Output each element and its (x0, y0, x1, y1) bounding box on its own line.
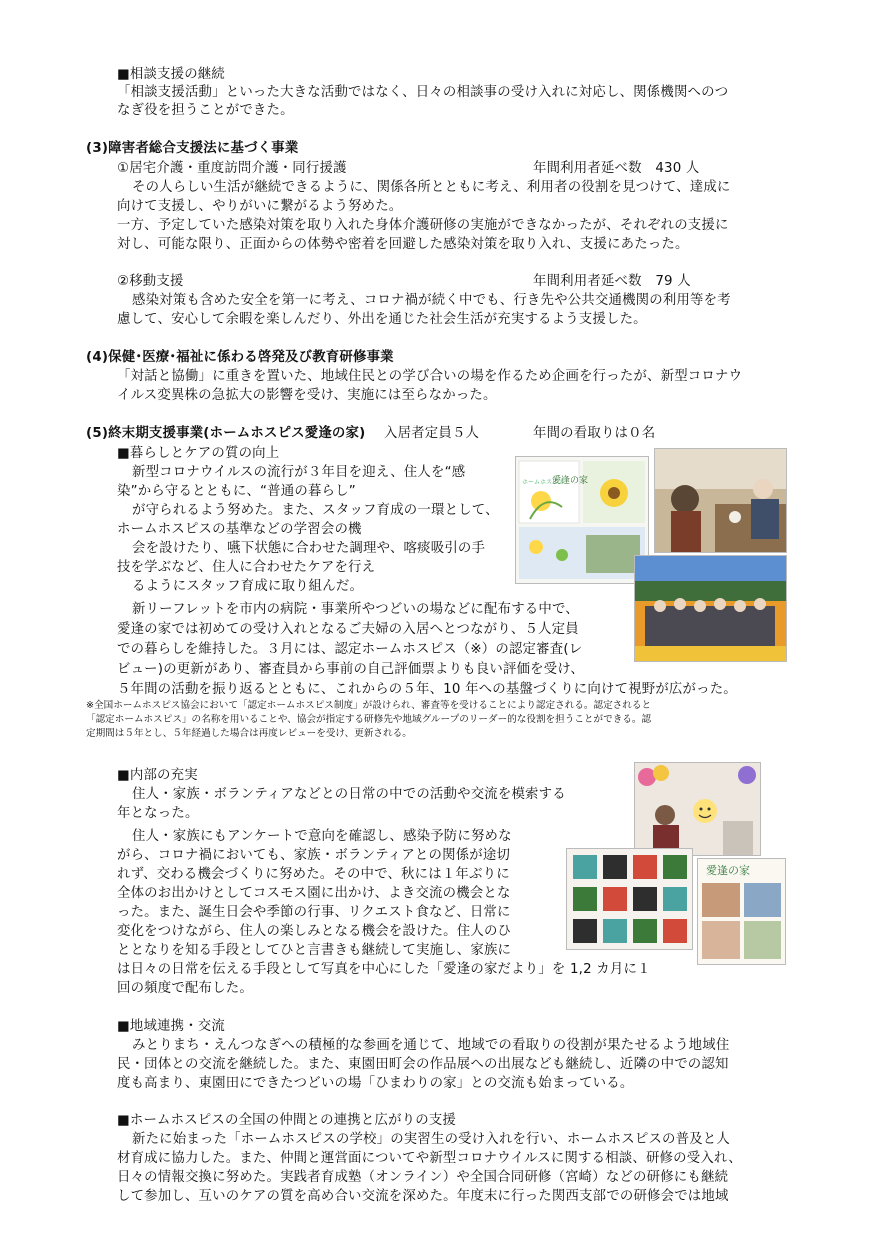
quality-line: での暮らしを維持した。３月には、認定ホームホスピス（※）の認定審査(レ (117, 642, 583, 657)
network-heading: ■ホームホスピスの全国の仲間との連携と広がりの支援 (117, 1113, 457, 1128)
quality-line: 愛逢の家では初めての受け入れとなるご夫婦の入居へとつながり、５人定員 (117, 622, 579, 637)
footnote-line: 「認定ホームホスピス」の名称を用いることや、協会が指定する研修先や地域グループのリーダー的な役割を担うことができる。認 (86, 714, 652, 725)
service-1-line: 一方、予定していた感染対策を取り入れた身体介護研修の実施ができなかったが、それぞれの支援に (117, 218, 729, 233)
inner-line: 全体のお出かけとしてコスモス園に出かけ、よき交流の機会とな (117, 886, 511, 901)
newsletter-photo (697, 858, 786, 965)
service-2-line: 慮して、安心して余暇を楽しんだり、外出を通じた社会生活が充実するよう支援した。 (117, 312, 647, 327)
service-1-line: 向けて支援し、やりがいに繋がるよう努めた。 (117, 199, 403, 214)
dining-photo (654, 448, 787, 553)
birthday-party-photo (634, 762, 761, 856)
service-2-title: ②移動支援 (117, 274, 184, 289)
inner-line: れず、交わる機会づくりに努めた。その中で、秋には１年ぶりに (117, 867, 510, 882)
quality-line: るようにスタッフ育成に取り組んだ。 (132, 579, 364, 594)
section-4-line: 「対話と協働」に重きを置いた、地域住民との学び合いの場を作るため企画を行ったが、新型コロナウ (117, 369, 743, 384)
inner-line: は日々の日常を伝える手段として写真を中心にした「愛逢の家だより」を 1,2 カ月に１ (117, 962, 651, 977)
inner-line: 変化をつけながら、住人の楽しみとなる機会を設けた。住人のひ (117, 924, 512, 939)
inner-line: ととなりを知る手段としてひと言書きも継続して実施し、家族に (117, 943, 512, 958)
region-line: 度も高まり、東園田にできたつどいの場「ひまわりの家」との交流も始まっている。 (117, 1076, 634, 1091)
consult-heading: ■相談支援の継続 (117, 67, 225, 82)
quality-line: 新リーフレットを市内の病院・事業所やつどいの場などに配布する中で、 (132, 602, 579, 617)
inner-heading: ■内部の充実 (117, 768, 198, 783)
quality-heading: ■暮らしとケアの質の向上 (117, 446, 280, 461)
service-1-line: その人らしい生活が継続できるように、関係各所とともに考え、利用者の役割を見つけて、達成に (132, 180, 731, 195)
leaflet-title: 愛逢の家 (552, 476, 589, 486)
region-line: みとりまち・えんつなぎへの積極的な参画を通じて、地域での看取りの役割が果たせるよう地域住 (132, 1038, 730, 1053)
quality-line: ホームホスピスの基準などの学習会の機 (117, 522, 362, 537)
capacity-text: 入居者定員５人 (384, 426, 480, 441)
region-heading: ■地域連携・交流 (117, 1019, 225, 1034)
section-3-heading: (3)障害者総合支援法に基づく事業 (86, 141, 299, 156)
quality-line: 新型コロナウイルスの流行が３年目を迎え、住人を“感 (132, 465, 466, 480)
network-line: 材育成に協力した。また、仲間と運営面についてや新型コロナウイルスに関する相談、研修の受入れ、 (117, 1151, 742, 1166)
consult-line: 「相談支援活動」といった大きな活動ではなく、日々の相談事の受け入れに対応し、関係機関へのつ (117, 85, 729, 100)
inner-line: 住人・家族にもアンケートで意向を確認し、感染予防に努めな (132, 829, 512, 844)
leaflet-small-title: ホームホスピス (522, 479, 565, 486)
section-4-heading: (4)保健･医療･福祉に係わる啓発及び教育研修事業 (86, 350, 394, 365)
service-1-title: ①居宅介護・重度訪問介護・同行援護 (117, 161, 347, 176)
cosmos-group-photo (634, 555, 787, 662)
service-1-line: 対し、可能な限り、正面からの体勢や密着を回避した感染対策を取り入れ、支援にあたった。 (117, 237, 689, 252)
network-line: 新たに始まった「ホームホスピスの学校」の実習生の受け入れを行い、ホームホスピスの普及と人 (132, 1132, 730, 1147)
inner-line: 回の頻度で配布した。 (117, 981, 253, 996)
network-line: 日々の情報交換に努めた。実践者育成塾（オンライン）や全国合同研修（宮崎）などの研修にも継続 (117, 1170, 729, 1185)
inner-line: った。また、誕生日会や季節の行事、リクエスト食など、日常に (117, 905, 511, 920)
quality-line: が守られるよう努めた。また、スタッフ育成の一環として、 (132, 503, 499, 518)
service-2-line: 感染対策も含めた安全を第一に考え、コロナ禍が続く中でも、行き先や公共交通機関の利用等を考 (132, 293, 731, 308)
footnote-line: ※全国ホームホスピス協会において「認定ホームホスピス制度」が設けられ、審査等を受けることにより認定される。認定されると (86, 700, 652, 711)
section-4-line: イルス変異株の急拡大の影響を受け、実施には至らなかった。 (117, 388, 497, 403)
service-1-stat: 年間利用者延べ数 430 人 (533, 161, 700, 176)
quality-line: ビュー)の更新があり、審査員から事前の自己評価票よりも良い評価を受け、 (117, 662, 584, 677)
footnote-line: 定期間は５年とし、５年経過した場合は再度レビューを受け、更新される。 (86, 728, 412, 739)
quality-line: 染”から守るとともに、“普通の暮らし” (117, 484, 356, 499)
region-line: 民・団体との交流を継続した。また、東園田町会の作品展への出展なども継続し、近隣の中での認知 (117, 1057, 729, 1072)
network-line: して参加し、互いのケアの質を高め合い交流を深めた。年度末に行った関西支部での研修会では地域 (117, 1189, 729, 1204)
deaths-text: 年間の看取りは０名 (533, 426, 656, 441)
consult-line: なぎ役を担うことができた。 (117, 103, 294, 118)
leaflet-photo (515, 456, 649, 584)
handprint-art-photo (566, 848, 693, 950)
newsletter-title: 愛逢の家 (706, 864, 750, 877)
quality-line: 会を設けたり、嚥下状態に合わせた調理や、喀痰吸引の手 (132, 541, 486, 556)
section-5-heading: (5)終末期支援事業(ホームホスピス愛逢の家) (86, 426, 366, 441)
inner-line: 住人・家族・ボランティアなどとの日常の中での活動や交流を模索する (132, 787, 566, 802)
quality-line: 技を学ぶなど、住人に合わせたケアを行え (117, 560, 376, 575)
inner-line: 年となった。 (117, 806, 199, 821)
quality-line: ５年間の活動を振り返るとともに、これからの５年、10 年への基盤づくりに向けて視野が広がった。 (117, 682, 737, 697)
service-2-stat: 年間利用者延べ数 79 人 (533, 274, 691, 289)
inner-line: がら、コロナ禍においても、家族・ボランティアとの関係が途切 (117, 848, 511, 863)
